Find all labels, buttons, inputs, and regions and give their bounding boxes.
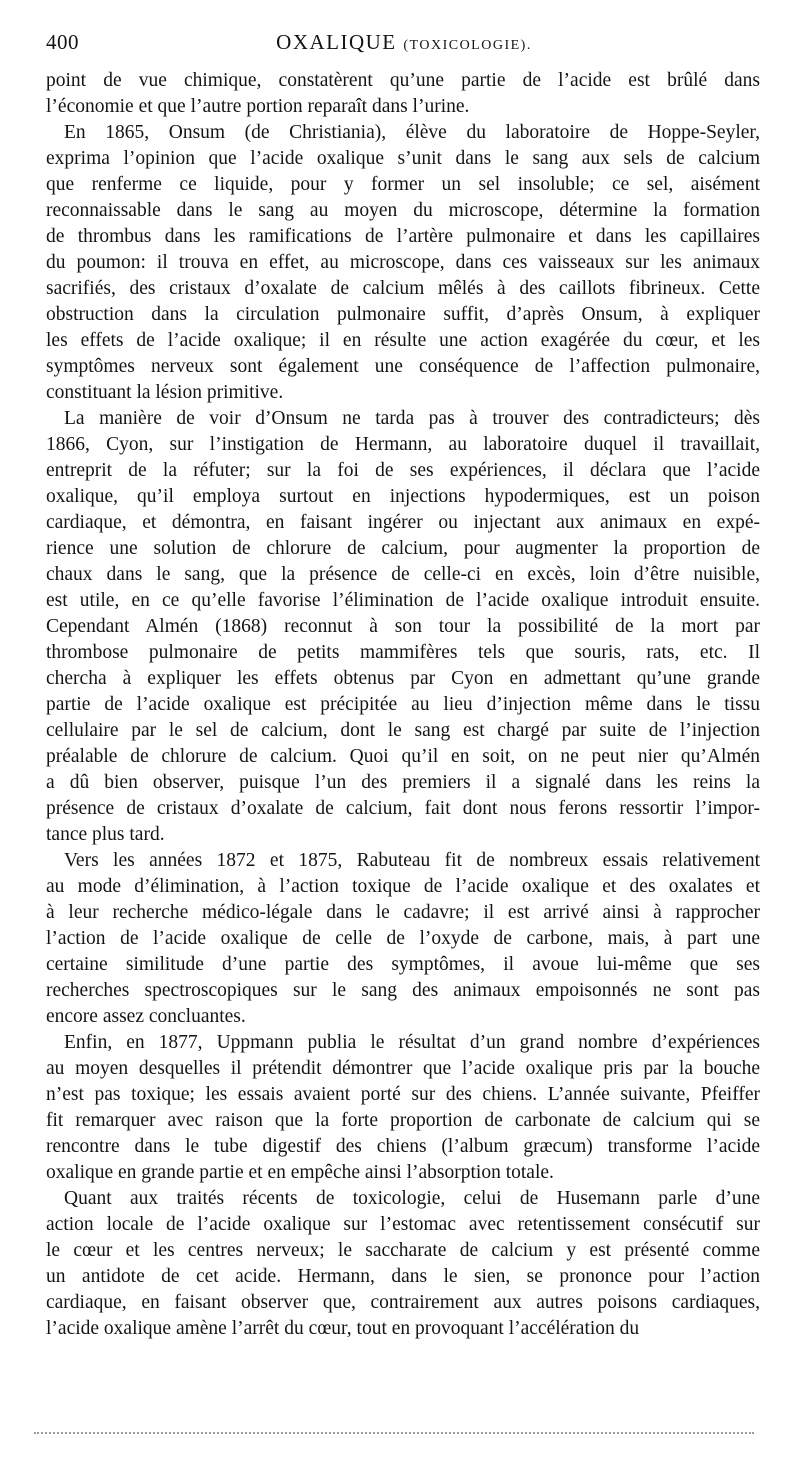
body-text	[46, 68, 760, 1342]
paragraph	[46, 848, 760, 1030]
text-line: l’acide oxalique amène l’arrêt du cœur, tout en provoquant l’accélération du	[46, 1318, 640, 1339]
text-line: de thrombus dans les ramifications de l’artère pulmonaire et dans les capillaires	[46, 226, 760, 247]
text-line: point de vue chimique, constatèrent qu’une partie de l’acide est brûlé dans	[46, 70, 760, 91]
footer-dotted-rule	[34, 1432, 754, 1434]
text-line: chaux dans le sang, que la présence de celle-ci en excès, loin d’être nuisible,	[46, 564, 760, 585]
paragraph	[46, 406, 760, 848]
text-line: symptômes nerveux sont également une conséquence de l’affection pulmonaire,	[46, 356, 760, 377]
paragraph	[46, 120, 760, 406]
text-line: recherches spectroscopiques sur le sang des animaux empoisonnés ne sont pas	[46, 980, 760, 1001]
text-line: action locale de l’acide oxalique sur l’estomac avec retentissement consécutif sur	[46, 1214, 760, 1235]
text-line: reconnaissable dans le sang au moyen du microscope, détermine la formation	[46, 200, 760, 221]
text-line: encore assez concluantes.	[46, 1006, 246, 1027]
page-number: 400	[46, 30, 79, 54]
text-line: du poumon: il trouva en effet, au microscope, dans ces vaisseaux sur les animaux	[46, 252, 760, 273]
text-line: un antidote de cet acide. Hermann, dans le sien, se prononce pour l’action	[46, 1266, 760, 1287]
paragraph	[46, 1030, 760, 1186]
text-line: cardiaque, en faisant observer que, contrairement aux autres poisons cardiaques,	[46, 1292, 760, 1313]
text-line: exprima l’opinion que l’acide oxalique s’unit dans le sang aux sels de calcium	[46, 148, 760, 169]
text-line: 1866, Cyon, sur l’instigation de Hermann, au laboratoire duquel il travaillait,	[46, 434, 760, 455]
running-title-main: OXALIQUE	[276, 30, 397, 54]
text-line: Enfin, en 1877, Uppmann publia le résultat d’un grand nombre d’expériences	[64, 1032, 760, 1053]
text-line: rencontre dans le tube digestif des chiens (l’album græcum) transforme l’acide	[46, 1136, 760, 1157]
running-title	[46, 30, 762, 55]
text-line: sacrifiés, des cristaux d’oxalate de calcium mêlés à des caillots fibrineux. Cette	[46, 278, 760, 299]
paragraph	[46, 1186, 760, 1342]
text-line: au mode d’élimination, à l’action toxique de l’acide oxalique et des oxalates et	[46, 876, 760, 897]
running-title-subtitle: (TOXICOLOGIE).	[403, 38, 532, 53]
text-line: que renferme ce liquide, pour y former un sel insoluble; ce sel, aisément	[46, 174, 760, 195]
text-line: les effets de l’acide oxalique; il en résulte une action exagérée du cœur, et les	[46, 330, 760, 351]
text-line: thrombose pulmonaire de petits mammifères tels que souris, rats, etc. Il	[46, 642, 760, 663]
text-line: a dû bien observer, puisque l’un des premiers il a signalé dans les reins la	[46, 772, 760, 793]
text-line: fit remarquer avec raison que la forte proportion de carbonate de calcium qui se	[46, 1110, 760, 1131]
text-line: obstruction dans la circulation pulmonaire suffit, d’après Onsum, à expliquer	[46, 304, 760, 325]
text-line: cardiaque, et démontra, en faisant ingérer ou injectant aux animaux en expé-	[46, 512, 760, 533]
text-line: Vers les années 1872 et 1875, Rabuteau fit de nombreux essais relativement	[64, 850, 760, 871]
text-line: entreprit de la réfuter; sur la foi de ses expériences, il déclara que l’acide	[46, 460, 760, 481]
text-line: l’action de l’acide oxalique de celle de l’oxyde de carbone, mais, à part une	[46, 928, 760, 949]
text-line: cellulaire par le sel de calcium, dont le sang est chargé par suite de l’injection	[46, 720, 760, 741]
text-line: partie de l’acide oxalique est précipitée au lieu d’injection même dans le tissu	[46, 694, 760, 715]
text-line: Quant aux traités récents de toxicologie, celui de Husemann parle d’une	[64, 1188, 760, 1209]
text-line: oxalique, qu’il employa surtout en injections hypodermiques, est un poison	[46, 486, 760, 507]
text-line: Cependant Almén (1868) reconnut à son tour la possibilité de la mort par	[46, 616, 760, 637]
text-line: est utile, en ce qu’elle favorise l’élimination de l’acide oxalique introduit ensuite.	[46, 590, 760, 611]
text-line: présence de cristaux d’oxalate de calcium, fait dont nous ferons ressortir l’impor-	[46, 798, 760, 819]
text-line: le cœur et les centres nerveux; le saccharate de calcium y est présenté comme	[46, 1240, 760, 1261]
text-line: chercha à expliquer les effets obtenus par Cyon en admettant qu’une grande	[46, 668, 760, 689]
text-line: n’est pas toxique; les essais avaient porté sur des chiens. L’année suivante, Pfeiffer	[46, 1084, 760, 1105]
text-line: La manière de voir d’Onsum ne tarda pas à trouver des contradicteurs; dès	[64, 408, 760, 429]
text-line: préalable de chlorure de calcium. Quoi qu’il en soit, on ne peut nier qu’Almén	[46, 746, 760, 767]
text-line: En 1865, Onsum (de Christiania), élève du laboratoire de Hoppe-Seyler,	[64, 122, 760, 143]
text-line: tance plus tard.	[46, 824, 165, 845]
text-line: au moyen desquelles il prétendit démontrer que l’acide oxalique pris par la bouche	[46, 1058, 760, 1079]
text-line: oxalique en grande partie et en empêche ainsi l’absorption totale.	[46, 1162, 554, 1183]
text-line: l’économie et que l’autre portion reparaît dans l’urine.	[46, 96, 470, 117]
text-line: à leur recherche médico-légale dans le cadavre; il est arrivé ainsi à rapprocher	[46, 902, 760, 923]
text-line: certaine similitude d’une partie des symptômes, il avoue lui-même que ses	[46, 954, 760, 975]
text-line: constituant la lésion primitive.	[46, 382, 284, 403]
paragraph	[46, 68, 760, 120]
running-head	[46, 30, 762, 58]
text-line: rience une solution de chlorure de calcium, pour augmenter la proportion de	[46, 538, 760, 559]
